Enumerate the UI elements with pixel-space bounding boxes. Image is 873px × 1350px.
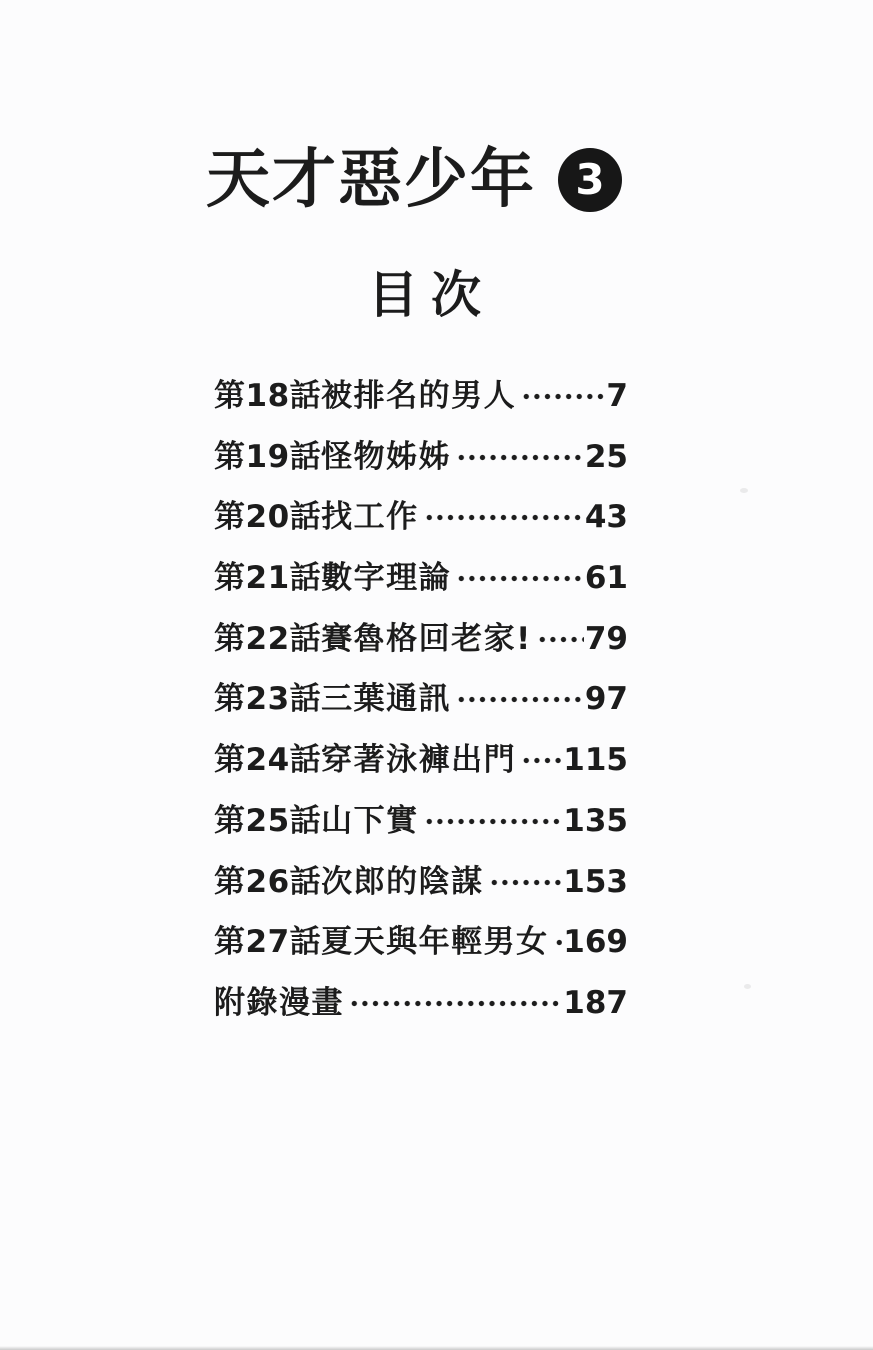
chapter-title: 次郎的陰謀 bbox=[321, 863, 484, 900]
dot-leader bbox=[454, 684, 584, 715]
toc-list bbox=[214, 378, 628, 1021]
dot-leader bbox=[422, 806, 563, 837]
toc-entry bbox=[214, 742, 628, 779]
page-number: 61 bbox=[584, 560, 628, 597]
volume-badge-icon: 3 bbox=[558, 148, 622, 212]
toc-heading: 目次 bbox=[368, 266, 494, 324]
dot-leader bbox=[487, 867, 563, 898]
chapter-number: 第21話 bbox=[214, 560, 322, 597]
chapter-number: 第26話 bbox=[214, 863, 322, 900]
scan-edge-shadow bbox=[0, 1346, 873, 1350]
dot-leader bbox=[347, 988, 562, 1019]
toc-entry bbox=[214, 924, 628, 961]
chapter-number: 第22話 bbox=[214, 620, 322, 657]
book-title-row bbox=[206, 143, 622, 217]
chapter-number: 第27話 bbox=[214, 924, 322, 961]
chapter-number: 第25話 bbox=[214, 802, 322, 839]
toc-entry bbox=[214, 438, 628, 475]
page-number: 79 bbox=[584, 620, 628, 657]
toc-entry bbox=[214, 499, 628, 536]
scan-artifact bbox=[744, 984, 751, 989]
scan-artifact bbox=[740, 488, 748, 493]
toc-entry bbox=[214, 863, 628, 900]
book-title: 天才惡少年 bbox=[206, 143, 536, 217]
page-number: 187 bbox=[563, 984, 628, 1021]
page-number: 97 bbox=[584, 681, 628, 718]
toc-entry bbox=[214, 681, 628, 718]
chapter-number: 第24話 bbox=[214, 742, 322, 779]
page-number: 25 bbox=[584, 438, 628, 475]
toc-entry bbox=[214, 802, 628, 839]
chapter-number: 第19話 bbox=[214, 438, 322, 475]
chapter-number: 第23話 bbox=[214, 681, 322, 718]
dot-leader bbox=[552, 927, 563, 958]
chapter-title: 夏天與年輕男女 bbox=[321, 924, 549, 961]
chapter-title: 數字理論 bbox=[321, 560, 452, 597]
page-number: 169 bbox=[563, 924, 628, 961]
dot-leader bbox=[519, 745, 562, 776]
dot-leader bbox=[454, 563, 584, 594]
dot-leader bbox=[535, 624, 584, 655]
chapter-title: 被排名的男人 bbox=[321, 378, 517, 414]
chapter-title: 附錄漫畫 bbox=[214, 984, 344, 1021]
dot-leader bbox=[454, 442, 584, 473]
chapter-title: 穿著泳褲出門 bbox=[321, 742, 517, 779]
toc-entry bbox=[214, 984, 628, 1021]
toc-entry bbox=[214, 560, 628, 597]
page-number: 7 bbox=[606, 378, 628, 414]
page-number: 43 bbox=[584, 499, 628, 536]
page-number: 115 bbox=[563, 742, 628, 779]
chapter-number: 第20話 bbox=[214, 499, 322, 536]
chapter-title: 山下實 bbox=[321, 802, 419, 839]
page-number: 153 bbox=[563, 863, 628, 900]
dot-leader bbox=[519, 381, 605, 412]
toc-entry bbox=[214, 378, 628, 414]
chapter-title: 賽魯格回老家! bbox=[321, 620, 532, 657]
chapter-title: 找工作 bbox=[321, 499, 419, 536]
page-number: 135 bbox=[563, 802, 628, 839]
toc-entry bbox=[214, 620, 628, 657]
dot-leader bbox=[422, 502, 584, 533]
chapter-number: 第18話 bbox=[214, 378, 322, 414]
chapter-title: 三葉通訊 bbox=[321, 681, 452, 718]
chapter-title: 怪物姊姊 bbox=[321, 438, 452, 475]
